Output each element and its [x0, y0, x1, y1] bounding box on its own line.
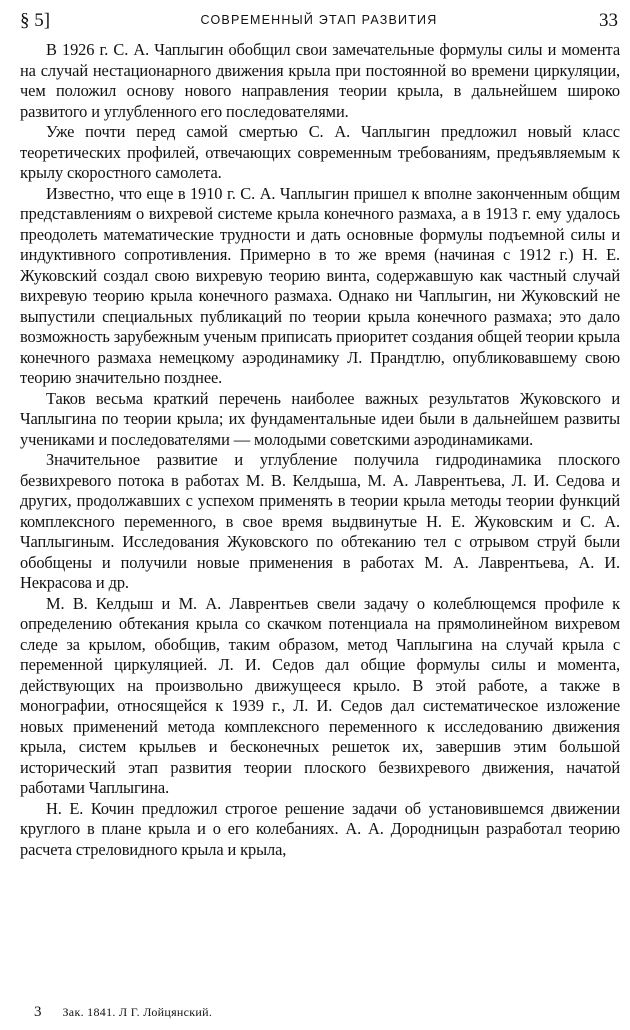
paragraph: М. В. Келдыш и М. А. Лаврентьев свели задачу о колеблющемся профиле к определению обтекания крыла со скачком потенциала на прямолинейном вихревом следе за крылом, обобщив, таким образом, метод Чаплыгина на случай крыла с переменной циркуляцией. Л. И. Седов дал общие формулы силы и момента, действующих на произвольно движущееся крыло. В этой работе, а также в монографии, относящейся к 1939 г., Л. И. Седов дал систематическое изложение новых применений метода комплексного переменного к исследованию движения крыла, систем крыльев и бесконечных решеток их, завершив этим большой исторический этап развития теории плоского безвихревого движения, начатой работами Чаплыгина.	[20, 593, 620, 797]
paragraph: Н. Е. Кочин предложил строгое решение задачи об установившемся движении круглого в плане крыла и о его колебаниях. А. А. Дородницын разработал теорию расчета стреловидного крыла и крыла,	[20, 798, 620, 859]
page-number: 33	[599, 10, 618, 31]
paragraph: Уже почти перед самой смертью С. А. Чаплыгин предложил новый класс теоретических профилей, отвечающих современным требованиям, предъявляемым к крылу скоростного самолета.	[20, 122, 620, 182]
paragraph: Известно, что еще в 1910 г. С. А. Чаплыгин пришел к вполне законченным общим представлениям о вихревой системе крыла конечного размаха, а в 1913 г. ему удалось преодолеть математические трудности и дать основные формулы подъемной силы и индуктивного сопротивления. Примерно в то же время (начиная с 1912 г.) Н. Е. Жуковский создал свою вихревую теорию винта, содержавшую как частный случай вихревую теорию крыла конечного размаха. Однако ни Чаплыгин, ни Жуковский не выпустили специальных публикаций по теории крыла конечного размаха; это дало возможность зарубежным ученым приписать приоритет создания общей теории крыла конечного размаха немецкому аэродинамику Л. Прандтлю, опубликовавшему свою теорию значительно позднее.	[20, 183, 620, 387]
paragraph: Значительное развитие и углубление получила гидродинамика плоского безвихревого потока в работах М. В. Келдыша, М. А. Лаврентьева, Л. И. Седова и других, продолжавших с успехом применять в теории крыла методы теории функций комплексного переменного, в свое время выдвинутые Н. Е. Жуковским и С. А. Чаплыгиным. Исследования Жуковского по обтеканию тел с отрывом струй были обобщены и получили новые применения в работах М. А. Лаврентьева, А. И. Некрасова и др.	[20, 450, 620, 592]
running-header	[20, 10, 618, 32]
paragraph: Таков весьма краткий перечень наиболее важных результатов Жуковского и Чаплыгина по теории крыла; их фундаментальные идеи были в дальнейшем развиты учениками и последователями — молодыми советскими аэродинамиками.	[20, 388, 620, 449]
signature-text: Зак. 1841. Л Г. Лойцянский.	[62, 1005, 213, 1019]
body-text	[20, 40, 620, 860]
printer-signature	[34, 1004, 212, 1021]
paragraph: В 1926 г. С. А. Чаплыгин обобщил свои замечательные формулы силы и момента на случай нестационарного движения крыла при постоянной во времени циркуляции, чем положил основу нового направления теории крыла, в дальнейшем широко развитого и углубленного его последователями.	[20, 40, 620, 121]
signature-number: 3	[34, 1004, 42, 1020]
section-marker: § 5]	[20, 10, 51, 31]
running-title: СОВРЕМЕННЫЙ ЭТАП РАЗВИТИЯ	[200, 13, 438, 27]
